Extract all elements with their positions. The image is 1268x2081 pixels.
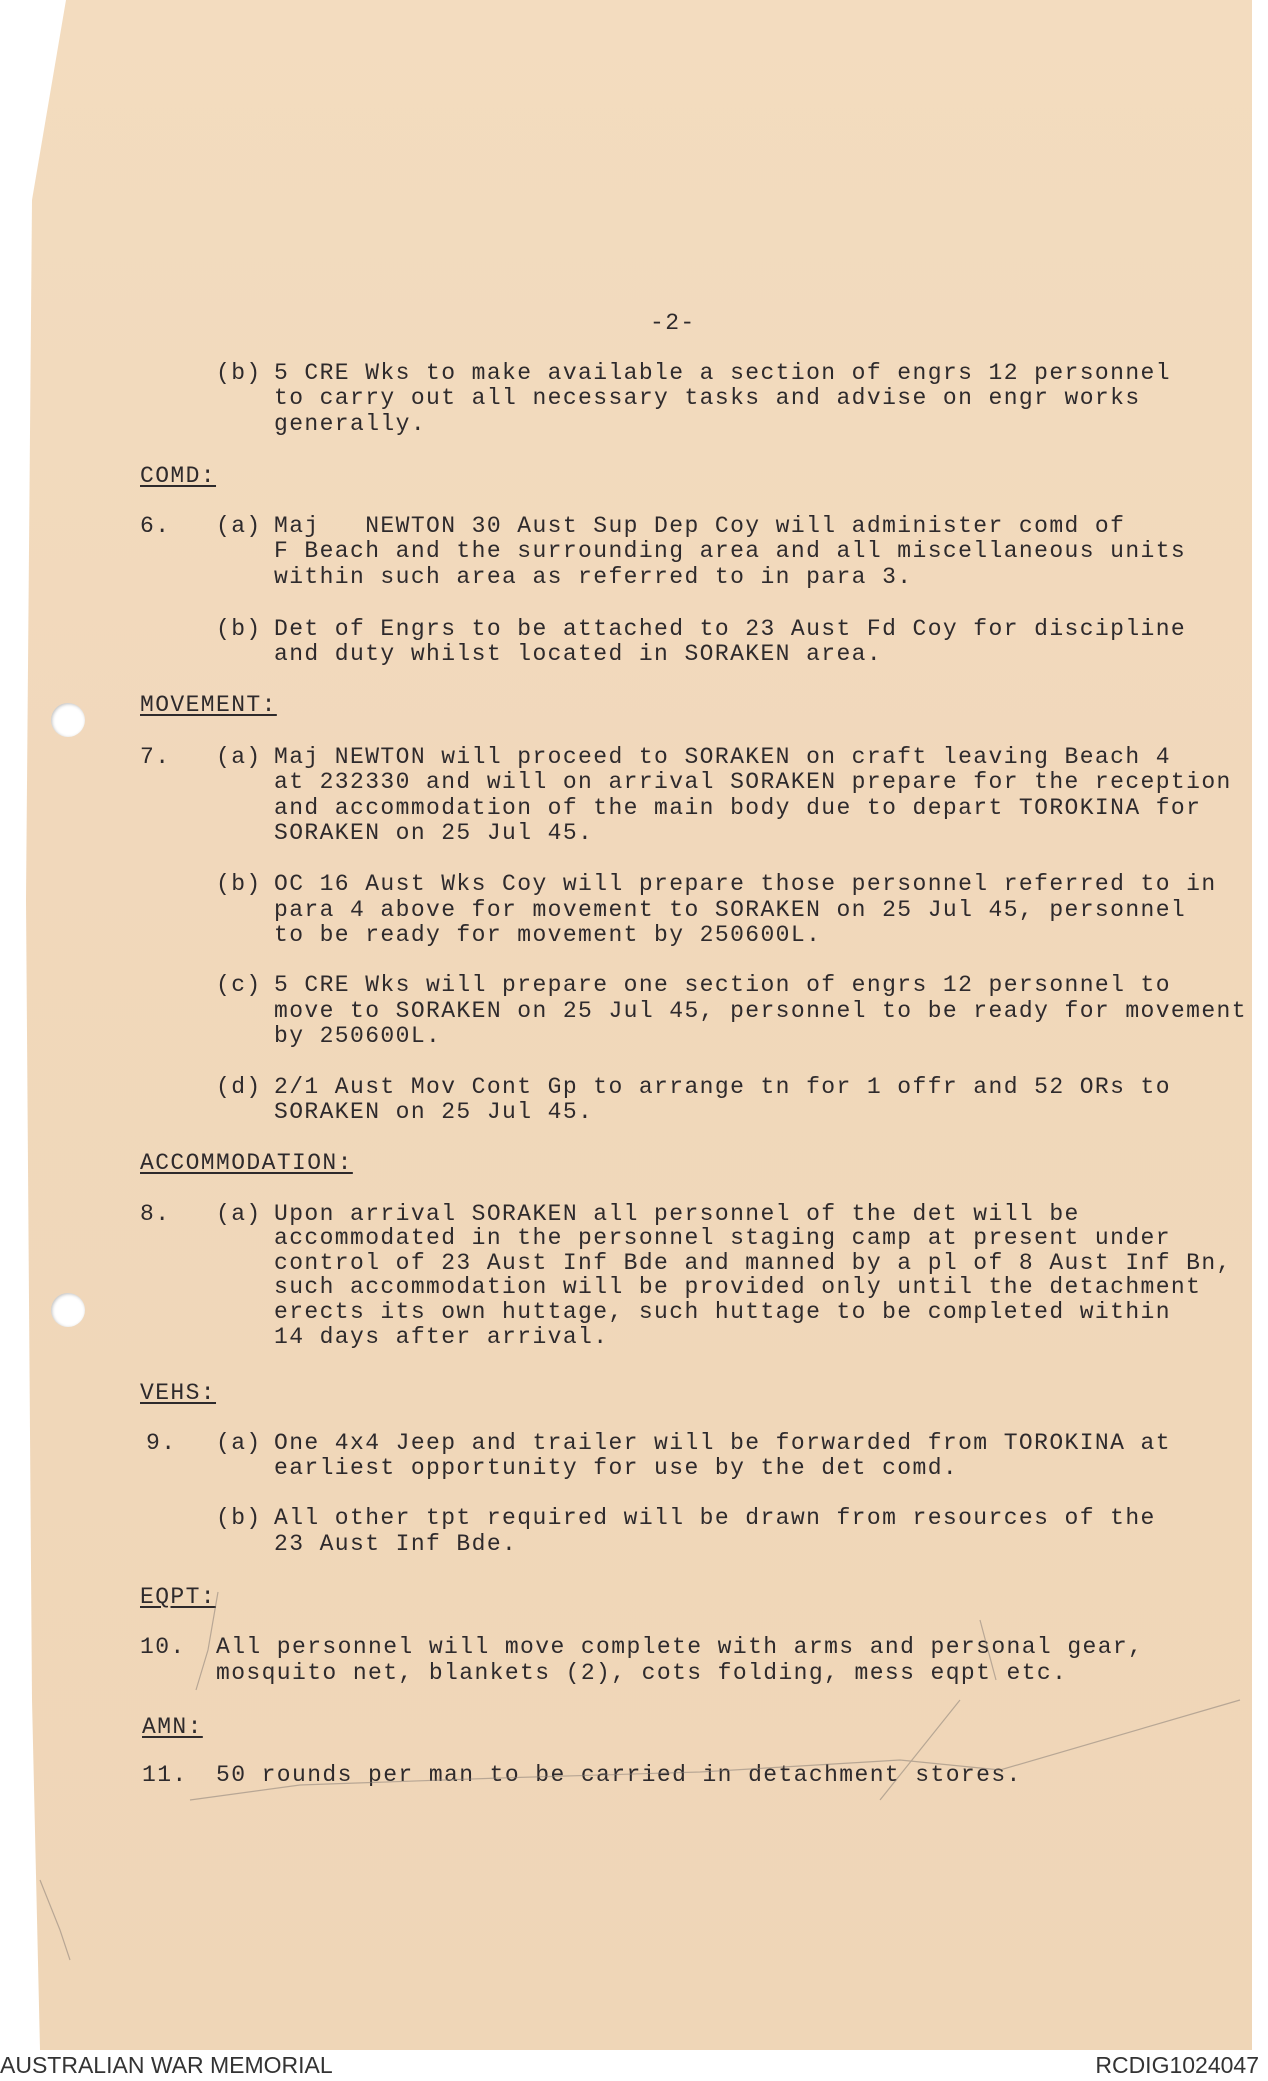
text-line: Maj NEWTON will proceed to SORAKEN on craft leaving Beach 4: [274, 744, 1171, 770]
text-line: All other tpt required will be drawn from resources of the: [274, 1505, 1156, 1531]
text-line: One 4x4 Jeep and trailer will be forwarded from TOROKINA at: [274, 1430, 1171, 1456]
para-number: 8.: [140, 1201, 171, 1227]
sub-label: (b): [216, 871, 262, 897]
footer-institution: AUSTRALIAN WAR MEMORIAL: [0, 2052, 333, 2078]
text-line: F Beach and the surrounding area and all miscellaneous units: [274, 538, 1187, 564]
text-line: move to SORAKEN on 25 Jul 45, personnel to be ready for movement: [274, 998, 1247, 1024]
text-line: 14 days after arrival.: [274, 1324, 609, 1350]
sub-label: (a): [216, 513, 262, 539]
section-heading: MOVEMENT:: [140, 692, 277, 718]
para-number: 9.: [146, 1430, 177, 1456]
section-heading: COMD:: [140, 463, 217, 489]
sub-label: (b): [216, 1505, 262, 1531]
text-line: to be ready for movement by 250600L.: [274, 922, 822, 948]
sub-label: (a): [216, 1201, 262, 1227]
text-line: 50 rounds per man to be carried in detachment stores.: [216, 1762, 1022, 1788]
text-line: and accommodation of the main body due to depart TOROKINA for: [274, 795, 1202, 821]
section-heading: EQPT:: [140, 1584, 217, 1610]
text-line: SORAKEN on 25 Jul 45.: [274, 1099, 594, 1125]
text-line: earliest opportunity for use by the det comd.: [274, 1455, 959, 1481]
sub-label: (a): [216, 744, 262, 770]
footer-record-id: RCDIG1024047: [1095, 2052, 1259, 2078]
text-line: control of 23 Aust Inf Bde and manned by a pl of 8 Aust Inf Bn,: [274, 1250, 1232, 1276]
text-line: and duty whilst located in SORAKEN area.: [274, 641, 883, 667]
text-line: 5 CRE Wks to make available a section of engrs 12 personnel: [274, 360, 1171, 386]
sub-label: (d): [216, 1074, 262, 1100]
sub-label: (c): [216, 972, 262, 998]
text-line: 2/1 Aust Mov Cont Gp to arrange tn for 1 offr and 52 ORs to: [274, 1074, 1171, 1100]
sub-label: (b): [216, 616, 262, 642]
text-line: mosquito net, blankets (2), cots folding, mess eqpt etc.: [216, 1660, 1068, 1686]
para-number: 7.: [140, 744, 171, 770]
sub-label: (a): [216, 1430, 262, 1456]
sub-label: (b): [216, 360, 262, 386]
text-line: SORAKEN on 25 Jul 45.: [274, 820, 594, 846]
text-line: Maj NEWTON 30 Aust Sup Dep Coy will administer comd of: [274, 513, 1126, 539]
para-number: 11.: [142, 1762, 188, 1788]
text-line: within such area as referred to in para 3.: [274, 564, 913, 590]
text-line: Det of Engrs to be attached to 23 Aust Fd Coy for discipline: [274, 616, 1187, 642]
text-line: accommodated in the personnel staging camp at present under: [274, 1225, 1171, 1251]
text-line: generally.: [274, 411, 427, 437]
text-line: All personnel will move complete with arms and personal gear,: [216, 1634, 1144, 1660]
text-line: 5 CRE Wks will prepare one section of engrs 12 personnel to: [274, 972, 1171, 998]
text-line: such accommodation will be provided only until the detachment: [274, 1274, 1202, 1300]
text-line: to carry out all necessary tasks and advise on engr works: [274, 385, 1141, 411]
para-number: 10.: [140, 1634, 186, 1660]
page-number: -2-: [650, 310, 696, 336]
section-heading: ACCOMMODATION:: [140, 1150, 353, 1176]
para-number: 6.: [140, 513, 171, 539]
text-line: by 250600L.: [274, 1023, 442, 1049]
text-line: 23 Aust Inf Bde.: [274, 1531, 518, 1557]
text-line: OC 16 Aust Wks Coy will prepare those personnel referred to in: [274, 871, 1217, 897]
text-line: Upon arrival SORAKEN all personnel of the det will be: [274, 1201, 1080, 1227]
section-heading: VEHS:: [140, 1380, 217, 1406]
text-line: para 4 above for movement to SORAKEN on 25 Jul 45, personnel: [274, 897, 1187, 923]
text-line: erects its own huttage, such huttage to be completed within: [274, 1299, 1171, 1325]
section-heading: AMN:: [142, 1714, 203, 1740]
text-line: at 232330 and will on arrival SORAKEN prepare for the reception: [274, 769, 1232, 795]
